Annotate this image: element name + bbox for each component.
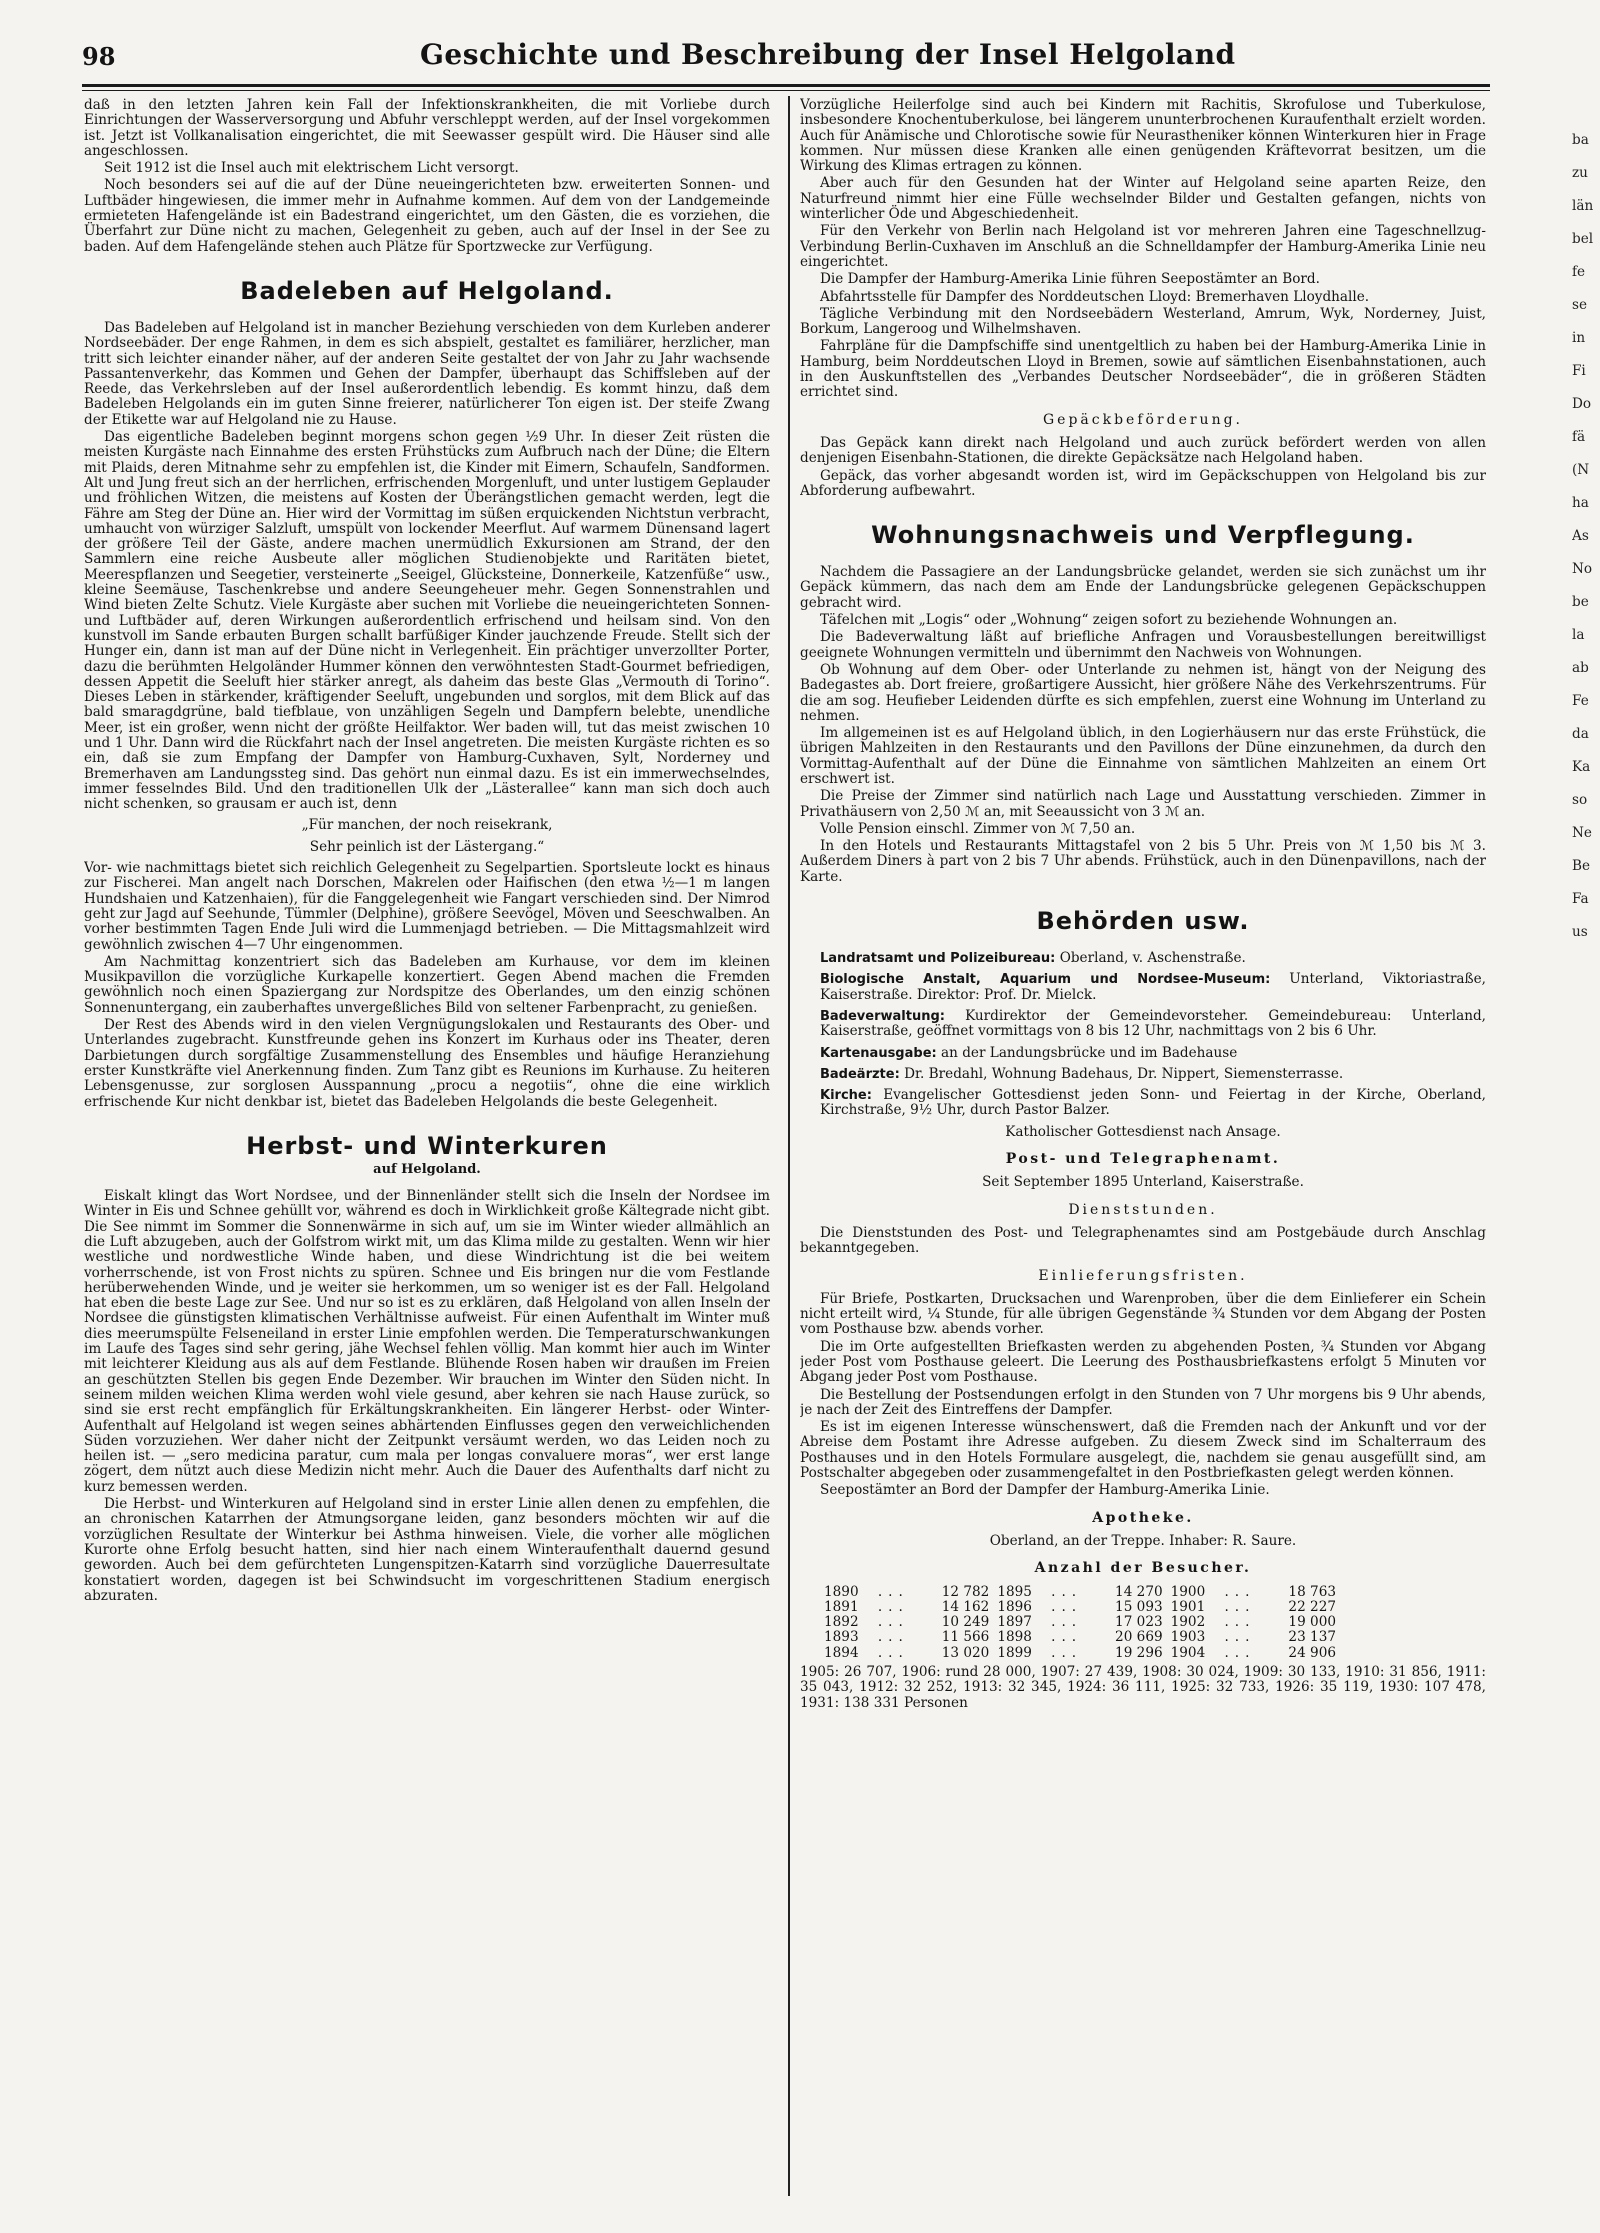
paragraph: Es ist im eigenen Interesse wünschenswert, daß die Fremden nach der Ankunft und vor der Abreise dem Postamt ihre Adresse aufgeben. Zu diesem Zweck sind im Schalterraum des Posthauses und in den Hotels Formulare ausgelegt, die, nachdem sie genau ausgefüllt sind, am Postschalter abgegeben oder zusammengefaltet in den Postbriefkasten gelegt werden können. [800, 1419, 1486, 1482]
edge-fragment: Ne [1572, 825, 1592, 841]
subheading-einlieferung: Einlieferungsfristen. [1038, 1267, 1248, 1284]
paragraph: Vorzügliche Heilerfolge sind auch bei Kindern mit Rachitis, Skrofulose und Tuberkulose, insbesondere Knochentuberkulose, bei längerem ununterbrochenen Kuraufenthalt erzielt worden. Auch für Anämische und Chlorotische sowie für Neurastheniker können Winterkuren hier in Frage kommen. Nur müssen diese Kranken alle einen genügenden Kräftevorrat besitzen, um die Wirkung des Klimas ertragen zu können. [800, 98, 1486, 175]
authority-label: Biologische Anstalt, Aquarium und Nordsee-Museum: [820, 972, 1271, 988]
subheading-besucher: Anzahl der Besucher. [1034, 1560, 1252, 1577]
leader-dots: ... [1051, 1629, 1083, 1646]
authority-label: Badeverwaltung: [820, 1008, 945, 1024]
paragraph: In den Hotels und Restaurants Mittagstafel von 2 bis 5 Uhr. Preis von ℳ 1,50 bis ℳ 3. Außerdem Diners à part von 2 bis 7 Uhr abends. Frühstück, auch in den Dünenpavillons, nach der Karte. [800, 838, 1486, 885]
paragraph: Vor- wie nachmittags bietet sich reichlich Gelegenheit zu Segelpartien. Sportsleute lockt es hinaus zur Fischerei. Man angelt nach Dorschen, Makrelen oder Haifischen (den etwa ½—1 m langen Hundshaien und Katzenhaien), für die Fanggelegenheit wie Fangart verschieden sind. Der Nimrod geht zur Jagd auf Seehunde, Tümmler (Delphine), größere Seevögel, Möven und Seeschwalben. An vorher bestimmten Tagen Ende Juli wird die Lummenjagd betrieben. — Die Mittagsmahlzeit wird gewöhnlich zwischen 4—7 Uhr eingenommen. [84, 860, 770, 953]
edge-fragment: be [1572, 594, 1589, 610]
page-number: 98 [82, 42, 116, 71]
edge-fragment: Fe [1572, 693, 1589, 709]
quote-line: „Für manchen, der noch reisekrank, [301, 817, 553, 834]
paragraph: Ob Wohnung auf dem Ober- oder Unterlande zu nehmen ist, hängt von der Neigung des Badegastes ab. Dort freiere, großartigere Aussicht, hier größere Nähe des Verkehrszentrums. Für die am sog. Heufieber Leidenden dürfte es sich empfehlen, zuerst eine Wohnung im Unterland zu nehmen. [800, 661, 1486, 724]
authority-entry [800, 1088, 1486, 1119]
header-rule-thin [82, 90, 1490, 91]
edge-fragment: in [1572, 330, 1586, 346]
edge-fragment: ba [1572, 132, 1589, 148]
edge-fragment: Fi [1572, 363, 1586, 379]
authority-label: Landratsamt und Polizeibureau: [820, 951, 1056, 967]
edge-fragment: zu [1572, 165, 1588, 181]
paragraph: Die Dampfer der Hamburg-Amerika Linie führen Seepostämter an Bord. [820, 271, 1320, 288]
year-cell: 1903 [1170, 1629, 1206, 1646]
count-cell: 18 763 [1288, 1583, 1336, 1600]
leader-dots: ... [877, 1614, 909, 1631]
edge-fragment: se [1572, 297, 1588, 313]
paragraph: Aber auch für den Gesunden hat der Winter auf Helgoland seine aparten Reize, den Naturfreund nimmt hier eine Fülle wechselnder Bilder und Gestalten gefangen, nichts von winterlicher Öde und Abgeschiedenheit. [800, 175, 1486, 223]
count-cell: 14 270 [1115, 1583, 1163, 1600]
paragraph: Nachdem die Passagiere an der Landungsbrücke gelandet, werden sie sich zunächst um ihr Gepäck kümmern, das nach dem am Ende der Landungsbrücke gelegenen Gepäckschuppen gebracht wird. [800, 564, 1486, 611]
edge-fragment: Fa [1572, 891, 1589, 907]
count-cell: 19 296 [1115, 1644, 1163, 1661]
adjacent-page-edge [1572, 130, 1600, 1830]
visitor-list-continued: 1905: 26 707, 1906: rund 28 000, 1907: 27 439, 1908: 30 024, 1909: 30 133, 1910: 31 856, 1911: 35 043, 1912: 32 252, 1913: 32 345, 1924: 36 111, 1925: 32 733, 1926: 35 119, 1930: 107 478, 1931: 138 331 Personen [800, 1664, 1486, 1711]
authority-entry [800, 951, 1486, 966]
table-row [820, 1585, 1340, 1600]
authority-text: Kurdirektor der Gemeindevorsteher. Gemeindebureau: Unterland, Kaiserstraße, geöffnet vormittags von 8 bis 12 Uhr, nachmittags von 2 bis 6 Uhr. [820, 1007, 1486, 1040]
count-cell: 10 249 [941, 1614, 990, 1631]
leader-dots: ... [1224, 1629, 1256, 1646]
table-row [820, 1615, 1340, 1630]
count-cell: 19 000 [1288, 1614, 1336, 1631]
column-divider [788, 96, 790, 2196]
leader-dots: ... [1224, 1583, 1256, 1600]
paragraph: Die Preise der Zimmer sind natürlich nach Lage und Ausstattung verschieden. Zimmer in Privathäusern von 2,50 ℳ an, mit Seeaussicht von 3 ℳ an. [800, 788, 1486, 820]
count-cell: 17 023 [1115, 1614, 1163, 1631]
edge-fragment: län [1572, 198, 1594, 214]
paragraph: Eiskalt klingt das Wort Nordsee, und der Binnenländer stellt sich die Inseln der Nordsee im Winter in Eis und Schnee gehüllt vor, während es doch in Wirklichkeit große Kältegrade nicht gibt. Die See nimmt im Sommer die Sonnenwärme in sich auf, um sie im Winter wieder allmählich an die Luft abzugeben, auch der Golfstrom wirkt mit, um das Klima milde zu gestalten. Wenn wir hier westliche und nordwestliche Winde haben, und diese Windrichtung ist die bei weitem vorherrschende, ist von Frost nichts zu spüren. Schnee und Eis bringen nur die vom Festlande herüberwehenden Winde, und je weiter sie herkommen, um so weniger ist es der Fall. Helgoland hat eben die beste Lage zur See. Und nur so ist es zu erklären, daß Helgoland von allen Inseln der Nordsee die günstigsten klimatischen Verhältnisse aufweist. Für einen Aufenthalt im Winter muß dies meerumspülte Felseneiland in erster Linie empfohlen werden. Die Temperaturschwankungen im Laufe des Tages sind sehr gering, jähe Wechsel fehlen völlig. Man kommt hier auch im Winter mit leichterer Kleidung aus als auf dem Festlande. Blühende Rosen haben wir draußen im Freien an geschützten Stellen bis gegen Ende Dezember. Wir brauchen im Winter den Süden nicht. In seinem milden weichen Klima werden wohl viele gesund, aber kehren sie nach Hause zurück, so sind sie erst recht empfänglich für Erkältungskrankheiten. Ein längerer Herbst- oder Winter-Aufenthalt auf Helgoland ist wegen seines abhärtenden Einflusses gegen den verweichlichenden Süden vorzuziehen. Wer daher nicht der Zeitpunkt versäumt werden, wo das Leiden noch zu heilen ist. — „sero medicina paratur, cum mala per longas convaluere moras“, wer erst lange zögert, dem nützt auch diese Medizin nicht mehr. Auch die Dauer des Aufenthalts darf nicht zu kurz bemessen werden. [84, 1188, 770, 1495]
quote-line: Sehr peinlich ist der Lästergang.“ [309, 838, 545, 855]
paragraph: Abfahrtsstelle für Dampfer des Norddeutschen Lloyd: Bremerhaven Lloydhalle. [820, 288, 1370, 305]
edge-fragment: da [1572, 726, 1589, 742]
section-heading-badeleben: Badeleben auf Helgoland. [240, 276, 614, 305]
count-cell: 20 669 [1115, 1629, 1163, 1646]
edge-fragment: ha [1572, 495, 1589, 511]
leader-dots: ... [1224, 1644, 1256, 1661]
paragraph: Fahrpläne für die Dampfschiffe sind unentgeltlich zu haben bei der Hamburg-Amerika Linie in Hamburg, beim Norddeutschen Lloyd in Bremen, sowie auf sämtlichen Eisenbahnstationen, auch in den Auskunftstellen des „Verbandes Deutscher Nordseebäder“, die in größeren Städten errichtet sind. [800, 338, 1486, 401]
year-cell: 1898 [997, 1629, 1032, 1646]
edge-fragment: so [1572, 792, 1588, 808]
year-cell: 1894 [824, 1644, 859, 1661]
edge-fragment: fe [1572, 264, 1586, 280]
leader-dots: ... [877, 1644, 909, 1661]
year-cell: 1895 [997, 1583, 1032, 1600]
authority-text: Oberland, v. Aschenstraße. [1055, 950, 1246, 967]
authority-text: Dr. Bredahl, Wohnung Badehaus, Dr. Nippert, Siemensterrasse. [899, 1065, 1344, 1082]
table-row [820, 1630, 1340, 1645]
edge-fragment: As [1572, 528, 1589, 544]
edge-fragment: bel [1572, 231, 1594, 247]
paragraph: Die Dienststunden des Post- und Telegraphenamtes sind am Postgebäude durch Anschlag bekanntgegeben. [800, 1224, 1486, 1257]
edge-fragment: (N [1572, 462, 1590, 478]
year-cell: 1892 [824, 1614, 859, 1631]
seepost-line: Seepostämter an Bord der Dampfer der Hamburg-Amerika Linie. [820, 1482, 1270, 1499]
paragraph: Für den Verkehr von Berlin nach Helgoland ist vor mehreren Jahren eine Tageschnellzug-Verbindung Berlin-Cuxhaven im Anschluß an die Schnelldampfer der Hamburg-Amerika Linie neu eingerichtet. [800, 223, 1486, 270]
count-cell: 13 020 [941, 1644, 990, 1661]
apotheke-line: Oberland, an der Treppe. Inhaber: R. Saure. [989, 1532, 1297, 1549]
section-heading-behoerden: Behörden usw. [1036, 907, 1250, 936]
visitor-table [820, 1585, 1340, 1661]
paragraph: Das eigentliche Badeleben beginnt morgens schon gegen ½9 Uhr. In dieser Zeit rüsten die meisten Kurgäste nach Einnahme des ersten Frühstücks zum Aufbruch nach der Düne; die Eltern mit Plaids, deren Mitnahme sehr zu empfehlen ist, die Kinder mit Eimern, Schaufeln, Sandformen. Alt und Jung freut sich an der herrlichen, erfrischenden Morgenluft, und unter lustigem Geplauder und fröhlichen Witzen, die meistens auf Kosten der Überängstlichen gemacht werden, legt die Fähre am Steg der Düne an. Hier wird der Vormittag im süßen erquickenden Nichtstun verbracht, umhaucht von würziger Salzluft, umspült von lockender Meerflut. Auf warmem Dünensand lagert der größere Teil der Gäste, andere machen unermüdlich Exkursionen am Strand, der den Sammlern eine reiche Ausbeute aller möglichen Studienobjekte und Raritäten bietet, Meerespflanzen und Seegetier, versteinerte „Seeigel, Glücksteine, Donnerkeile, Katzenfüße“ usw., kleine Seemäuse, Taschenkrebse und andere Seeungeheuer mehr. Gegen Sonnenstrahlen und Wind bieten Zelte Schutz. Viele Kurgäste aber suchen mit Vorliebe die neueingerichteten Sonnen- und Luftbäder auf, deren Wirkungen außerordentlich erfrischend und heilsam sind. Von den kunstvoll im Sande erbauten Burgen schallt barfüßiger Kinder jauchzende Freude. Stellt sich der Hunger ein, dann ist man auf der Düne nicht in Verlegenheit. Ein prächtiger unverzollter Porter, dazu die berühmten Helgoländer Hummer können den verwöhntesten Stadt-Gourmet befriedigen, dessen Appetit die Seeluft hier stärker anregt, als daheim das beste Glas „Vermouth di Torino“. Dieses Leben in stärkender, kräftigender Seeluft, ungebunden und sorglos, mit dem Blick auf das bald smaragdgrüne, bald tiefblaue, von unzähligen Segeln und Dampfern belebte, unendliche Meer, ist ein großer, wenn nicht der größte Heilfaktor. Wer baden will, tut das meist zwischen 10 und 1 Uhr. Dann wird die Rückfahrt nach der Insel angetreten. Die meisten Kurgäste richten es so ein, daß sie zum Empfang der Dampfer von Hamburg-Cuxhaven, Sylt, Norderney und Bremerhaven am Landungssteg sind. Das gehört nun einmal dazu. Es ist ein immerwechselndes, immer fesselndes Bild. Und den traditionellen Ulk der „Lästerallee“ kann man sich doch auch nicht schenken, so grausam er auch ist, denn [84, 429, 770, 813]
table-row [820, 1646, 1340, 1661]
edge-fragment: Do [1572, 396, 1592, 412]
paragraph: Die Badeverwaltung läßt auf briefliche Anfragen und Vorausbestellungen bereitwilligst geeignete Wohnungen vermitteln und übernimmt den Nachweis von Wohnungen. [800, 629, 1486, 661]
edge-fragment: fä [1572, 429, 1586, 445]
count-cell: 14 162 [941, 1598, 990, 1615]
year-cell: 1890 [824, 1583, 859, 1600]
paragraph: Die Herbst- und Winterkuren auf Helgoland sind in erster Linie allen denen zu empfehlen, die an chronischen Katarrhen der Atmungsorgane leiden, ganz besonders möchten wir auf die vorzüglichen Resultate der Winterkur bei Asthma hinweisen. Viele, die vorher alle möglichen Kurorte ohne Erfolg besucht hatten, sind hier nach einem Winteraufenthalt dauernd gesund geworden. Auch bei dem gefürchteten Lungenspitzen-Katarrh sind vorzügliche Dauerresultate konstatiert worden, dagegen ist bei Schwindsucht im vorgeschrittenen Stadium energisch abzuraten. [84, 1496, 770, 1604]
paragraph: Das Badeleben auf Helgoland ist in mancher Beziehung verschieden von dem Kurleben anderer Nordseebäder. Der enge Rahmen, in dem es sich abspielt, gestaltet es familiärer, herzlicher, man tritt sich leichter einander näher, auf der anderen Seite gestaltet der von Jahr zu Jahr wachsende Passantenverkehr, das Kommen und Gehen der Dampfer, überhaupt das Schiffsleben auf der Reede, das Verkehrsleben auf der Insel außerordentlich lebendig. Es kommt hinzu, daß dem Badeleben Helgolands ein im guten Sinne freierer, natürlicherer Ton eigen ist. Der steife Zwang der Etikette war auf Helgoland nie zu Hause. [84, 319, 770, 428]
year-cell: 1899 [997, 1644, 1032, 1661]
running-title: Geschichte und Beschreibung der Insel Helgoland [420, 38, 1236, 71]
subheading-post: Post- und Telegraphenamt. [1005, 1151, 1281, 1168]
right-column [800, 98, 1486, 2198]
authority-entry [800, 1067, 1486, 1082]
header-rule-thick [82, 84, 1490, 87]
edge-fragment: la [1572, 627, 1585, 643]
paragraph: Seit 1912 ist die Insel auch mit elektrischem Licht versorgt. [104, 160, 519, 177]
paragraph: Der Rest des Abends wird in den vielen Vergnügungslokalen und Restaurants des Ober- und Unterlandes zugebracht. Kunstfreunde gehen ins Konzert im Kurhaus oder ins Theater, deren Darbietungen durch sorgfältige Zusammenstellung des Ensembles und häufige Heranziehung erster Kunstkräfte viel Anerkennung finden. Zum Tanz gibt es Reunions im Kurhause. Zu heiteren Lebensgenusse, zur sorglosen Ausspannung „procu a negotiis“, ohne die eine wirklich erfrischende Kur nicht denkbar ist, bietet das Badeleben Helgolands die beste Gelegenheit. [84, 1017, 770, 1110]
count-cell: 12 782 [941, 1583, 990, 1600]
paragraph: Gepäck, das vorher abgesandt worden ist, wird im Gepäckschuppen von Helgoland bis zur Abforderung aufbewahrt. [800, 467, 1486, 499]
subheading-dienststunden: Dienststunden. [1068, 1201, 1218, 1218]
paragraph: daß in den letzten Jahren kein Fall der Infektionskrankheiten, die mit Vorliebe durch Einrichtungen der Wasserversorgung und Abfuhr verschleppt werden, auf der Insel vorgekommen ist. Jetzt ist Vollkanalisation eingerichtet, die mit Seewasser gespült wird. Die Häuser sind alle angeschlossen. [84, 98, 770, 159]
leader-dots: ... [877, 1583, 909, 1600]
leader-dots: ... [1051, 1583, 1083, 1600]
section-heading-herbst: Herbst- und Winterkuren [246, 1131, 608, 1160]
authority-label: Kirche: [820, 1088, 872, 1104]
post-address: Seit September 1895 Unterland, Kaiserstraße. [982, 1174, 1304, 1191]
year-cell: 1900 [1170, 1583, 1206, 1600]
edge-fragment: us [1572, 924, 1588, 940]
leader-dots: ... [877, 1629, 909, 1646]
paragraph: Das Gepäck kann direkt nach Helgoland und auch zurück befördert werden von allen denjenigen Eisenbahn-Stationen, die direkte Gepäcksätze nach Helgoland haben. [800, 434, 1486, 467]
year-cell: 1901 [1170, 1598, 1206, 1615]
year-cell: 1891 [824, 1598, 859, 1615]
authority-entry [800, 1046, 1486, 1061]
authority-entry [800, 972, 1486, 1003]
section-heading-wohnung: Wohnungsnachweis und Verpflegung. [871, 521, 1415, 550]
leader-dots: ... [1051, 1644, 1083, 1661]
leader-dots: ... [877, 1598, 909, 1615]
count-cell: 22 227 [1288, 1598, 1336, 1615]
leader-dots: ... [1224, 1614, 1256, 1631]
paragraph: Für Briefe, Postkarten, Drucksachen und Warenproben, über die dem Einlieferer ein Schein nicht erteilt wird, ¼ Stunde, für alle übrigen Gegenstände ¾ Stunden vor dem Abgang der Posten vom Posthause bzw. abends vorher. [800, 1290, 1486, 1338]
left-column [84, 98, 770, 2198]
paragraph: Im allgemeinen ist es auf Helgoland üblich, in den Logierhäusern nur das erste Frühstück, die übrigen Mahlzeiten in den Restaurants und den Pavillons der Düne einzunehmen, da durch den Vormittag-Aufenthalt auf der Düne die Einnahme von sämtlichen Mahlzeiten an einem Ort erschwert ist. [800, 725, 1486, 787]
leader-dots: ... [1051, 1614, 1083, 1631]
edge-fragment: ab [1572, 660, 1589, 676]
year-cell: 1902 [1170, 1614, 1206, 1631]
paragraph: Volle Pension einschl. Zimmer von ℳ 7,50 an. [820, 820, 1136, 837]
table-row [820, 1600, 1340, 1615]
paragraph: Tägliche Verbindung mit den Nordseebädern Westerland, Amrum, Wyk, Norderney, Juist, Borkum, Langeroog und Wilhelmshaven. [800, 305, 1486, 338]
subheading-apotheke: Apotheke. [1092, 1509, 1194, 1526]
count-cell: 23 137 [1288, 1629, 1336, 1646]
authority-text: an der Landungsbrücke und im Badehause [936, 1044, 1238, 1061]
leader-dots: ... [1051, 1598, 1083, 1615]
count-cell: 15 093 [1115, 1598, 1163, 1615]
year-cell: 1896 [997, 1598, 1032, 1615]
edge-fragment: No [1572, 561, 1593, 577]
authority-label: Kartenausgabe: [820, 1045, 937, 1061]
edge-fragment: Be [1572, 858, 1591, 874]
edge-fragment: Ka [1572, 759, 1591, 775]
catholic-service: Katholischer Gottesdienst nach Ansage. [1005, 1123, 1281, 1140]
count-cell: 11 566 [941, 1629, 990, 1646]
section-subtitle: auf Helgoland. [373, 1161, 481, 1177]
subheading-gepaeck: Gepäckbeförderung. [1042, 411, 1244, 428]
paragraph: Am Nachmittag konzentriert sich das Badeleben am Kurhause, vor dem im kleinen Musikpavillon die vorzügliche Kurkapelle konzertiert. Gegen Abend machen die Fremden gewöhnlich noch einen Spaziergang zur Nordspitze des Oberlandes, um den einzig schönen Sonnenuntergang, ein zauberhaftes unvergeßliches Bild von seltener Farbenpracht, zu genießen. [84, 953, 770, 1016]
year-cell: 1897 [997, 1614, 1032, 1631]
authority-label: Badeärzte: [820, 1066, 900, 1082]
authority-text: Evangelischer Gottesdienst jeden Sonn- und Feiertag in der Kirche, Oberland, Kirchstraße, 9½ Uhr, durch Pastor Balzer. [820, 1087, 1486, 1119]
authority-entry [800, 1009, 1486, 1040]
paragraph: Täfelchen mit „Logis“ oder „Wohnung“ zeigen sofort zu beziehende Wohnungen an. [820, 612, 1398, 629]
year-cell: 1904 [1170, 1644, 1206, 1661]
paragraph: Die im Orte aufgestellten Briefkasten werden zu abgehenden Posten, ¾ Stunden vor Abgang jeder Post vom Posthause geleert. Die Leerung des Posthausbriefkastens erfolgt 5 Minuten vor Abgang jeder Post vom Posthause. [800, 1338, 1486, 1386]
year-cell: 1893 [824, 1629, 859, 1646]
authority-text: Unterland, Viktoriastraße, Kaiserstraße. Direktor: Prof. Dr. Mielck. [820, 971, 1486, 1003]
leader-dots: ... [1224, 1598, 1256, 1615]
paragraph: Noch besonders sei auf die auf der Düne neueingerichteten bzw. erweiterten Sonnen- und Luftbäder hingewiesen, die immer mehr in Aufnahme kommen. Auf dem von der Landgemeinde ermieteten Hafengelände ist ein Badestrand eingerichtet, um den Gästen, die es vorziehen, die Überfahrt zur Düne nicht zu machen, Gelegenheit zu geben, auch auf der Insel in der See zu baden. Auf dem Hafengelände stehen auch Plätze für Sportzwecke zur Verfügung. [84, 177, 770, 255]
count-cell: 24 906 [1288, 1644, 1336, 1661]
paragraph: Die Bestellung der Postsendungen erfolgt in den Stunden von 7 Uhr morgens bis 9 Uhr abends, je nach der Zeit des Eintreffens der Dampfer. [800, 1386, 1486, 1418]
